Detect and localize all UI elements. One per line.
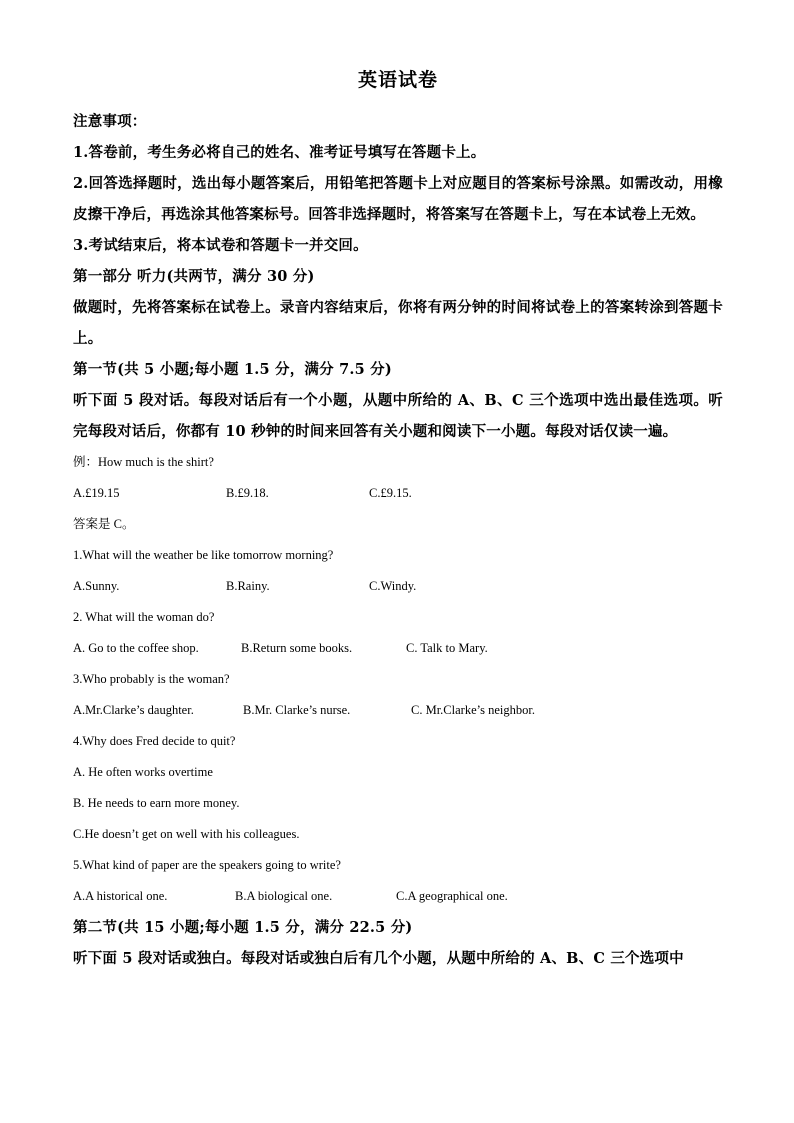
question-4-option-c: C.He doesn’t get on well with his colleagues. (73, 827, 300, 841)
section1-instruction: 听下面 5 段对话。每段对话后有一个小题，从题中所给的 A、B、C 三个选项中选出最佳选项。听完每段对话后，你都有 10 秒钟的时间来回答有关小题和阅读下一小题。每段对话仅读一遍。 (73, 392, 723, 440)
question-1: 1.What will the weather be like tomorrow morning? (73, 548, 334, 562)
question-1-option-a: A.Sunny. (73, 579, 120, 593)
example-option-b: B.£9.18. (226, 486, 269, 500)
question-2-option-b: B.Return some books. (241, 641, 353, 655)
section2-heading: 第二节(共 15 小题;每小题 1.5 分，满分 22.5 分) (73, 919, 413, 936)
page-title: 英语试卷 (357, 69, 438, 91)
part1-instruction: 做题时，先将答案标在试卷上。录音内容结束后，你将有两分钟的时间将试卷上的答案转涂到答题卡上。 (73, 299, 723, 347)
question-5: 5.What kind of paper are the speakers going to write? (73, 858, 341, 872)
question-3-option-c: C. Mr.Clarke’s neighbor. (411, 703, 535, 717)
question-3-options (73, 695, 723, 726)
example-option-a: A.£19.15 (73, 486, 120, 500)
question-1-option-c: C.Windy. (369, 579, 417, 593)
example-options (73, 478, 723, 509)
question-2: 2. What will the woman do? (73, 610, 215, 624)
question-5-option-c: C.A geographical one. (396, 889, 508, 903)
notice-item-3: 3.考试结束后，将本试卷和答题卡一并交回。 (73, 237, 368, 254)
question-2-options (73, 633, 723, 664)
notice-item-1: 1.答卷前，考生务必将自己的姓名、准考证号填写在答题卡上。 (73, 144, 486, 161)
question-1-options (73, 571, 723, 602)
notice-item-2: 2.回答选择题时，选出每小题答案后，用铅笔把答题卡上对应题目的答案标号涂黑。如需改动，用橡皮擦干净后，再选涂其他答案标号。回答非选择题时，将答案写在答题卡上，写在本试卷上无效。 (73, 175, 723, 223)
section1-heading: 第一节(共 5 小题;每小题 1.5 分，满分 7.5 分) (73, 361, 392, 378)
question-4: 4.Why does Fred decide to quit? (73, 734, 236, 748)
question-1-option-b: B.Rainy. (226, 579, 270, 593)
question-5-option-a: A.A historical one. (73, 889, 168, 903)
question-4-option-a: A. He often works overtime (73, 765, 213, 779)
question-2-option-c: C. Talk to Mary. (406, 641, 488, 655)
exam-page (73, 62, 723, 974)
example-option-c: C.£9.15. (369, 486, 412, 500)
example-answer: 答案是 C。 (73, 517, 135, 531)
question-2-option-a: A. Go to the coffee shop. (73, 641, 199, 655)
question-5-options (73, 881, 723, 912)
part1-heading: 第一部分 听力(共两节，满分 30 分) (73, 268, 315, 285)
question-3-option-a: A.Mr.Clarke’s daughter. (73, 703, 194, 717)
question-5-option-b: B.A biological one. (235, 889, 333, 903)
notice-heading: 注意事项： (73, 113, 147, 130)
example-question: 例：How much is the shirt? (73, 455, 214, 469)
question-3-option-b: B.Mr. Clarke’s nurse. (243, 703, 351, 717)
section2-instruction: 听下面 5 段对话或独白。每段对话或独白后有几个小题，从题中所给的 A、B、C 三个选项中 (73, 950, 684, 967)
question-4-option-b: B. He needs to earn more money. (73, 796, 240, 810)
question-3: 3.Who probably is the woman? (73, 672, 230, 686)
